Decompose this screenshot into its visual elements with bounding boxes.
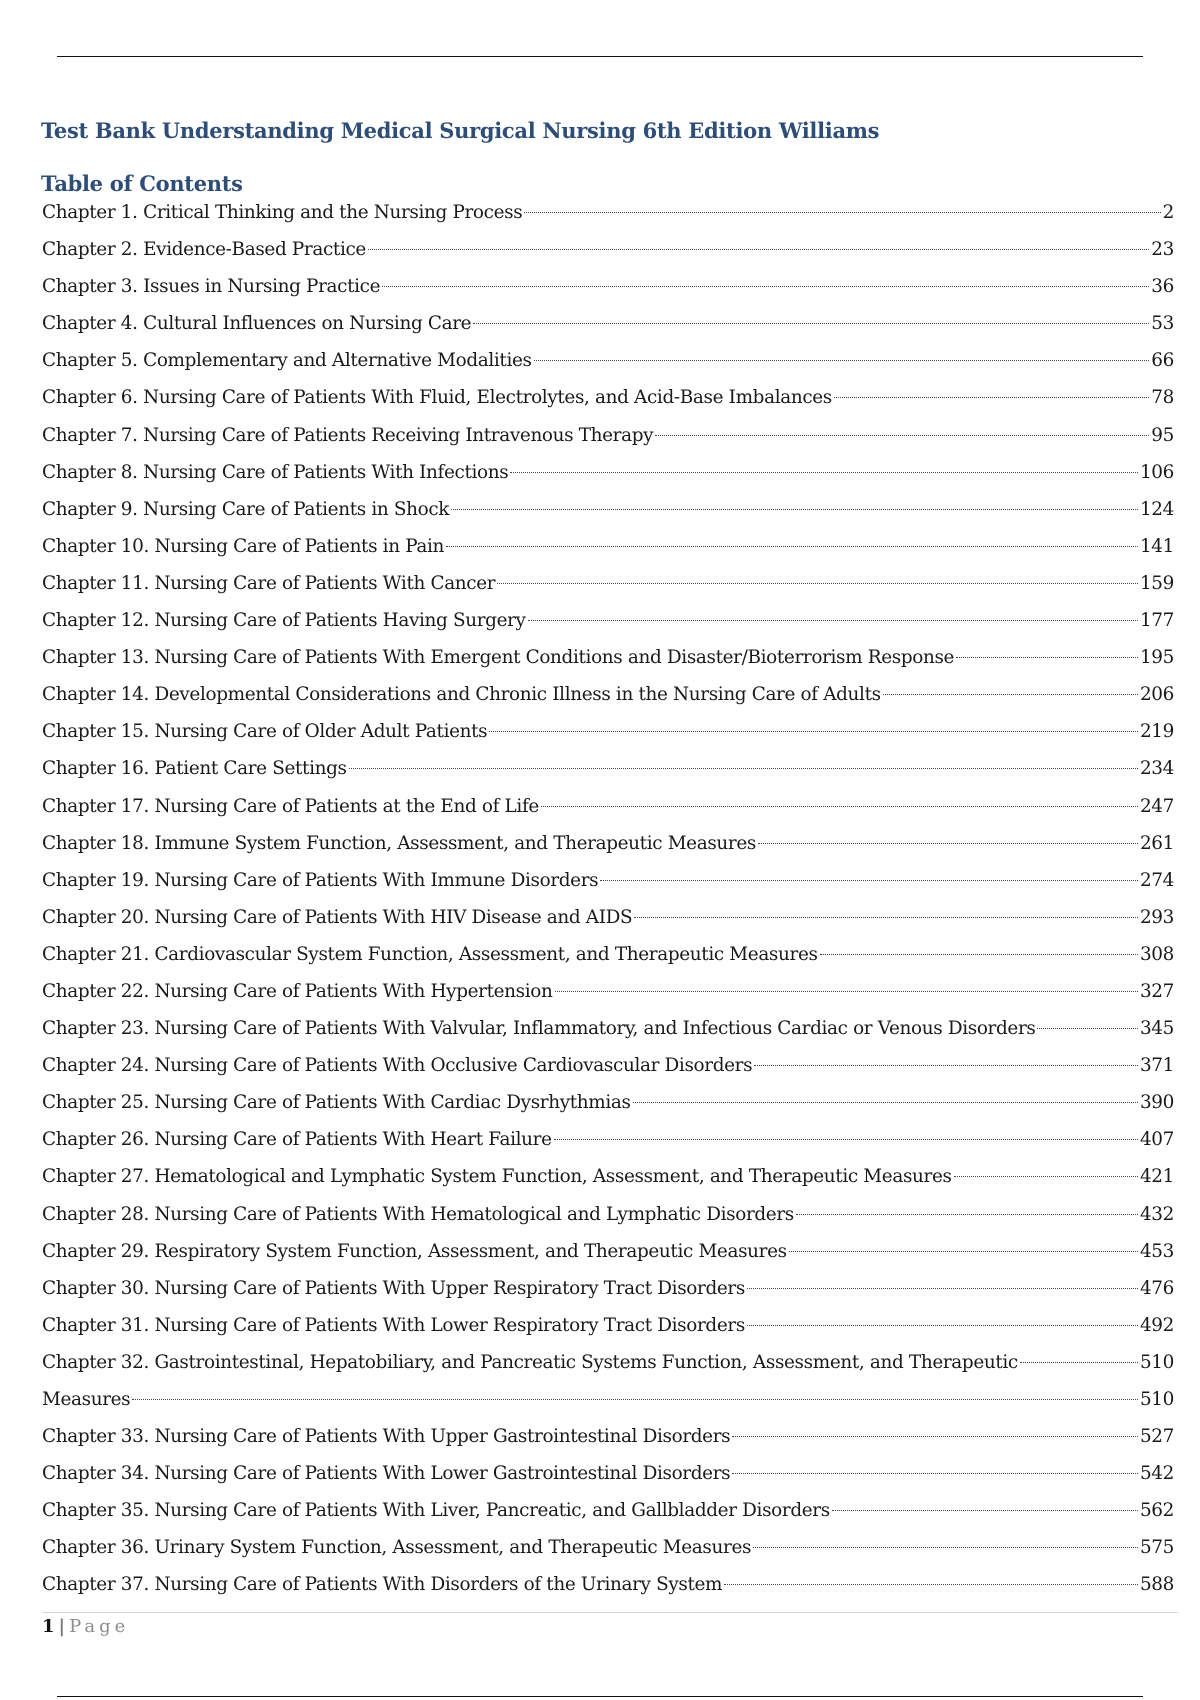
toc-entry[interactable]: [42, 1237, 1174, 1274]
toc-entry[interactable]: [42, 903, 1174, 940]
toc-entry-page[interactable]: 407: [1139, 1129, 1174, 1151]
toc-dot-leader: [753, 1547, 1138, 1548]
toc-entry-title[interactable]: Chapter 5. Complementary and Alternative Modalities: [42, 350, 532, 372]
toc-dot-leader: [534, 360, 1150, 361]
toc-entry[interactable]: [42, 495, 1174, 532]
toc-entry[interactable]: [42, 1088, 1174, 1125]
toc-entry-page[interactable]: 390: [1139, 1092, 1174, 1114]
toc-entry[interactable]: [42, 1570, 1174, 1607]
toc-entry-title[interactable]: Chapter 20. Nursing Care of Patients With HIV Disease and AIDS: [42, 906, 633, 928]
toc-entry-page[interactable]: 562: [1139, 1500, 1174, 1522]
toc-entry-page[interactable]: 542: [1139, 1463, 1174, 1485]
toc-entry[interactable]: [42, 421, 1174, 458]
toc-entry-title[interactable]: Chapter 16. Patient Care Settings: [42, 758, 347, 780]
toc-dot-leader: [732, 1436, 1138, 1437]
toc-dot-leader: [820, 954, 1138, 955]
toc-entry-title[interactable]: Chapter 21. Cardiovascular System Function, Assessment, and Therapeutic Measures: [42, 943, 818, 965]
toc-dot-leader: [883, 694, 1138, 695]
toc-dot-leader: [382, 286, 1149, 287]
toc-dot-leader: [789, 1251, 1138, 1252]
toc-entry[interactable]: [42, 1496, 1174, 1533]
toc-dot-leader: [832, 1510, 1138, 1511]
toc-dot-leader: [1037, 1028, 1137, 1029]
toc-entry-page[interactable]: 371: [1139, 1055, 1174, 1077]
toc-entry[interactable]: [42, 754, 1174, 791]
toc-dot-leader: [555, 991, 1138, 992]
toc-entry-title[interactable]: Chapter 8. Nursing Care of Patients With Infections: [42, 461, 509, 483]
toc-dot-leader: [834, 397, 1149, 398]
table-of-contents: [42, 198, 1174, 1608]
toc-entry-title[interactable]: Chapter 7. Nursing Care of Patients Receiving Intravenous Therapy: [42, 424, 654, 446]
toc-dot-leader: [600, 880, 1138, 881]
toc-entry-page[interactable]: 421: [1139, 1166, 1174, 1188]
toc-entry[interactable]: [42, 717, 1174, 754]
toc-entry[interactable]: [42, 309, 1174, 346]
toc-entry-page[interactable]: 293: [1139, 906, 1174, 928]
toc-entry[interactable]: [42, 643, 1174, 680]
header-rule: [57, 56, 1143, 57]
toc-entry[interactable]: [42, 1533, 1174, 1570]
toc-entry-title[interactable]: Chapter 31. Nursing Care of Patients With Lower Respiratory Tract Disorders: [42, 1314, 745, 1336]
toc-dot-leader: [1020, 1362, 1138, 1363]
toc-entry-title[interactable]: Chapter 33. Nursing Care of Patients With Upper Gastrointestinal Disorders: [42, 1426, 731, 1448]
toc-entry-title[interactable]: Chapter 17. Nursing Care of Patients at the End of Life: [42, 795, 539, 817]
toc-entry[interactable]: [42, 1311, 1174, 1348]
toc-entry[interactable]: [42, 1014, 1174, 1051]
toc-entry-title[interactable]: Chapter 1. Critical Thinking and the Nursing Process: [42, 202, 523, 223]
toc-entry-title[interactable]: Chapter 29. Respiratory System Function, Assessment, and Therapeutic Measures: [42, 1240, 787, 1262]
toc-entry-title[interactable]: Chapter 6. Nursing Care of Patients With Fluid, Electrolytes, and Acid-Base Imbalances: [42, 387, 832, 409]
toc-entry[interactable]: [42, 1385, 1174, 1422]
toc-dot-leader: [796, 1214, 1138, 1215]
toc-dot-leader: [510, 472, 1138, 473]
toc-entry-page[interactable]: 274: [1139, 869, 1174, 891]
toc-entry-page[interactable]: 219: [1139, 721, 1174, 743]
toc-entry-title[interactable]: Chapter 12. Nursing Care of Patients Having Surgery: [42, 610, 526, 632]
toc-dot-leader: [747, 1325, 1138, 1326]
toc-entry[interactable]: [42, 792, 1174, 829]
toc-entry-page[interactable]: 36: [1151, 276, 1174, 298]
toc-dot-leader: [349, 768, 1138, 769]
toc-entry-title[interactable]: Chapter 10. Nursing Care of Patients in Pain: [42, 535, 445, 557]
toc-entry-page[interactable]: 141: [1139, 535, 1174, 557]
footer-page-label: Page: [69, 1616, 130, 1637]
document-title: Test Bank Understanding Medical Surgical Nursing 6th Edition Williams: [41, 118, 880, 143]
toc-entry[interactable]: [42, 346, 1174, 383]
toc-entry-page[interactable]: 78: [1151, 387, 1174, 409]
toc-dot-leader: [633, 1102, 1138, 1103]
toc-entry[interactable]: [42, 977, 1174, 1014]
toc-dot-leader: [634, 917, 1138, 918]
toc-dot-leader: [541, 806, 1138, 807]
toc-entry-title[interactable]: Chapter 27. Hematological and Lymphatic System Function, Assessment, and Therapeutic Measures: [42, 1166, 952, 1188]
toc-heading: Table of Contents: [41, 171, 243, 196]
toc-entry-page[interactable]: 177: [1139, 610, 1174, 632]
toc-entry[interactable]: [42, 940, 1174, 977]
toc-dot-leader: [956, 657, 1138, 658]
toc-dot-leader: [724, 1584, 1138, 1585]
toc-dot-leader: [446, 546, 1138, 547]
toc-entry-page[interactable]: 95: [1151, 424, 1174, 446]
toc-entry-page[interactable]: 492: [1139, 1314, 1174, 1336]
toc-entry-page[interactable]: 345: [1139, 1018, 1174, 1040]
toc-entry-page[interactable]: 234: [1139, 758, 1174, 780]
toc-dot-leader: [554, 1139, 1138, 1140]
toc-dot-leader: [754, 1065, 1138, 1066]
toc-entry-title[interactable]: Chapter 28. Nursing Care of Patients With Hematological and Lymphatic Disorders: [42, 1203, 794, 1225]
toc-entry[interactable]: [42, 383, 1174, 420]
toc-entry-title[interactable]: Chapter 18. Immune System Function, Assessment, and Therapeutic Measures: [42, 832, 756, 854]
toc-entry-title[interactable]: Chapter 35. Nursing Care of Patients With Liver, Pancreatic, and Gallbladder Disorders: [42, 1500, 830, 1522]
toc-entry-page[interactable]: 106: [1139, 461, 1174, 483]
footer-page-number: 1: [42, 1616, 55, 1637]
toc-entry-title[interactable]: Chapter 22. Nursing Care of Patients With Hypertension: [42, 980, 553, 1002]
toc-dot-leader: [954, 1176, 1138, 1177]
toc-entry-title[interactable]: Chapter 15. Nursing Care of Older Adult Patients: [42, 721, 488, 743]
toc-entry-title[interactable]: Chapter 3. Issues in Nursing Practice: [42, 276, 381, 298]
toc-dot-leader: [489, 731, 1138, 732]
toc-entry[interactable]: [42, 606, 1174, 643]
toc-dot-leader: [528, 620, 1138, 621]
page-footer: [42, 1616, 129, 1637]
toc-entry-title[interactable]: Chapter 25. Nursing Care of Patients With Cardiac Dysrhythmias: [42, 1092, 631, 1114]
toc-entry-page[interactable]: 432: [1139, 1203, 1174, 1225]
toc-entry-title[interactable]: Chapter 19. Nursing Care of Patients With Immune Disorders: [42, 869, 599, 891]
toc-entry-page[interactable]: 575: [1139, 1537, 1174, 1559]
toc-entry[interactable]: [42, 866, 1174, 903]
toc-entry-page[interactable]: 159: [1139, 572, 1174, 594]
toc-entry-page[interactable]: 308: [1139, 943, 1174, 965]
toc-entry-title[interactable]: Chapter 23. Nursing Care of Patients With Valvular, Inflammatory, and Infectious Cardiac or Venous Disorders: [42, 1018, 1036, 1040]
toc-dot-leader: [451, 509, 1138, 510]
toc-entry-title[interactable]: Chapter 14. Developmental Considerations and Chronic Illness in the Nursing Care of Adults: [42, 684, 881, 706]
toc-entry[interactable]: [42, 1162, 1174, 1199]
toc-entry-title[interactable]: Chapter 11. Nursing Care of Patients With Cancer: [42, 572, 496, 594]
toc-dot-leader: [497, 583, 1138, 584]
toc-entry-title[interactable]: Chapter 36. Urinary System Function, Assessment, and Therapeutic Measures: [42, 1537, 752, 1559]
toc-entry[interactable]: [42, 829, 1174, 866]
toc-entry-page[interactable]: 206: [1139, 684, 1174, 706]
toc-entry[interactable]: [42, 198, 1174, 235]
toc-entry-title[interactable]: Chapter 32. Gastrointestinal, Hepatobiliary, and Pancreatic Systems Function, Assessment, and Therapeutic: [42, 1351, 1018, 1373]
toc-entry[interactable]: [42, 1274, 1174, 1311]
toc-dot-leader: [132, 1399, 1138, 1400]
toc-entry-title[interactable]: Chapter 13. Nursing Care of Patients With Emergent Conditions and Disaster/Bioterrorism Response: [42, 647, 955, 669]
toc-entry-title[interactable]: Chapter 4. Cultural Influences on Nursing Care: [42, 313, 472, 335]
toc-entry-page[interactable]: 510: [1139, 1389, 1174, 1410]
toc-dot-leader: [655, 435, 1149, 436]
toc-entry-page[interactable]: 2: [1162, 202, 1174, 223]
toc-dot-leader: [368, 249, 1149, 250]
toc-entry[interactable]: [42, 532, 1174, 569]
toc-entry-page[interactable]: 327: [1139, 980, 1174, 1002]
toc-entry[interactable]: [42, 1051, 1174, 1088]
toc-entry[interactable]: [42, 1348, 1174, 1385]
toc-entry[interactable]: [42, 1422, 1174, 1459]
toc-entry-page[interactable]: 66: [1151, 350, 1174, 372]
toc-entry-page[interactable]: 261: [1139, 832, 1174, 854]
toc-entry-page[interactable]: 124: [1139, 498, 1174, 520]
toc-entry[interactable]: [42, 458, 1174, 495]
toc-entry[interactable]: [42, 272, 1174, 309]
toc-entry-title[interactable]: Chapter 26. Nursing Care of Patients With Heart Failure: [42, 1129, 552, 1151]
bottom-rule: [57, 1696, 1143, 1697]
toc-entry-title[interactable]: Measures: [42, 1389, 131, 1410]
toc-entry-page[interactable]: 476: [1139, 1277, 1174, 1299]
footer-separator: |: [58, 1616, 66, 1637]
toc-entry-page[interactable]: 527: [1139, 1426, 1174, 1448]
toc-dot-leader: [524, 212, 1160, 213]
toc-entry-page[interactable]: 510: [1139, 1351, 1174, 1373]
toc-entry-title[interactable]: Chapter 34. Nursing Care of Patients With Lower Gastrointestinal Disorders: [42, 1463, 731, 1485]
toc-entry[interactable]: [42, 569, 1174, 606]
toc-entry-page[interactable]: 53: [1151, 313, 1174, 335]
toc-entry[interactable]: [42, 1125, 1174, 1162]
toc-entry-page[interactable]: 247: [1139, 795, 1174, 817]
toc-entry-page[interactable]: 453: [1139, 1240, 1174, 1262]
footer-divider: [42, 1612, 1178, 1613]
toc-dot-leader: [732, 1473, 1138, 1474]
toc-dot-leader: [747, 1288, 1138, 1289]
toc-entry[interactable]: [42, 680, 1174, 717]
toc-entry-title[interactable]: Chapter 37. Nursing Care of Patients With Disorders of the Urinary System: [42, 1574, 723, 1596]
toc-entry-title[interactable]: Chapter 2. Evidence-Based Practice: [42, 239, 366, 261]
toc-entry-page[interactable]: 23: [1151, 239, 1174, 261]
toc-entry-page[interactable]: 195: [1139, 647, 1174, 669]
toc-entry-title[interactable]: Chapter 24. Nursing Care of Patients With Occlusive Cardiovascular Disorders: [42, 1055, 753, 1077]
toc-entry-title[interactable]: Chapter 9. Nursing Care of Patients in Shock: [42, 498, 450, 520]
toc-dot-leader: [758, 843, 1138, 844]
toc-dot-leader: [473, 323, 1149, 324]
toc-entry-title[interactable]: Chapter 30. Nursing Care of Patients With Upper Respiratory Tract Disorders: [42, 1277, 745, 1299]
toc-entry-page[interactable]: 588: [1139, 1574, 1174, 1596]
toc-entry[interactable]: [42, 1459, 1174, 1496]
toc-entry[interactable]: [42, 1200, 1174, 1237]
toc-entry[interactable]: [42, 235, 1174, 272]
